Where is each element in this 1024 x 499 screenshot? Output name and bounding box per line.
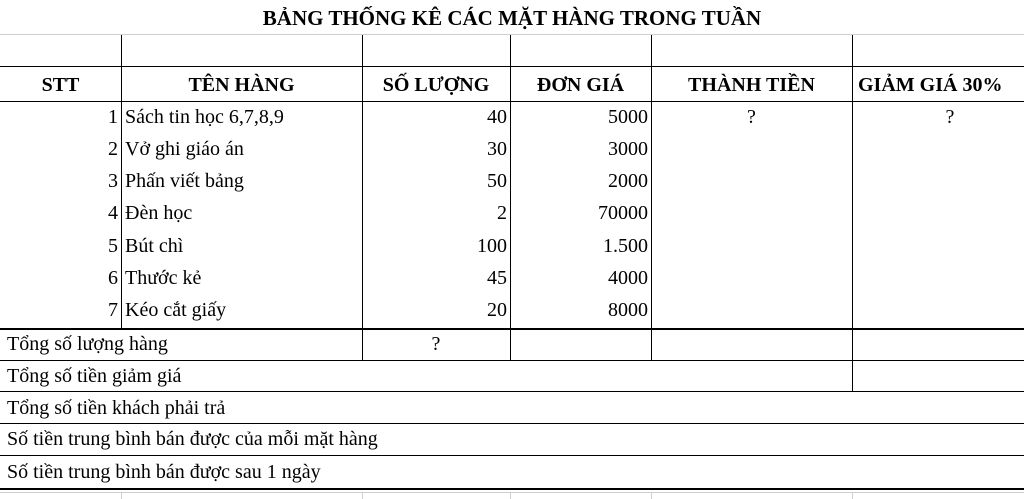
cell-don-gia: 3000 [608,138,648,160]
gridline [852,492,853,499]
gridline [362,492,363,499]
table-row [0,166,1024,197]
gridline [510,492,511,499]
cell-ten-hang: Vở ghi giáo án [125,138,244,160]
cell-so-luong: 20 [487,299,507,321]
summary-tong-so-luong-value: ? [431,333,441,355]
cell-don-gia: 2000 [608,170,648,192]
cell-so-luong: 2 [497,202,507,224]
cell-ten-hang: Đèn học [125,202,193,224]
header-thanh-tien: THÀNH TIỀN [688,74,815,96]
border [0,391,1024,392]
summary-tb-moi-mat-hang-label: Số tiền trung bình bán được của mỗi mặt hàng [7,428,378,450]
gridline [0,492,1024,493]
table-row [0,295,1024,326]
summary-khach-phai-tra-label: Tổng số tiền khách phải trả [7,397,226,419]
table-row [0,263,1024,294]
border [0,455,1024,456]
sheet-title: BẢNG THỐNG KÊ CÁC MẶT HÀNG TRONG TUẦN [262,6,762,30]
cell-don-gia: 1.500 [603,235,648,257]
cell-ten-hang: Thước kẻ [125,267,202,289]
summary-tong-so-luong-label: Tổng số lượng hàng [7,333,168,355]
cell-ten-hang: Kéo cắt giấy [125,299,227,321]
summary-tong-giam-gia-label: Tổng số tiền giảm giá [7,365,182,387]
table-row [0,134,1024,165]
cell-so-luong: 30 [487,138,507,160]
cell-don-gia: 8000 [608,299,648,321]
gridline [651,492,652,499]
gridline [0,34,1024,35]
cell-don-gia: 70000 [598,202,648,224]
cell-don-gia: 5000 [608,106,648,128]
header-ten-hang: TÊN HÀNG [188,74,295,96]
cell-stt: 2 [108,138,118,160]
cell-stt: 3 [108,170,118,192]
header-giam-gia: GIẢM GIÁ 30% [858,74,1003,96]
cell-so-luong: 100 [477,235,507,257]
cell-ten-hang: Sách tin học 6,7,8,9 [125,106,284,128]
cell-giam-gia: ? [945,106,955,128]
cell-so-luong: 40 [487,106,507,128]
gridline [121,492,122,499]
cell-don-gia: 4000 [608,267,648,289]
header-so-luong: SỐ LƯỢNG [382,74,490,96]
header-stt: STT [41,74,80,96]
cell-ten-hang: Phấn viết bảng [125,170,244,192]
table-row [0,231,1024,262]
header-don-gia: ĐƠN GIÁ [536,74,625,96]
border [0,488,1024,490]
table-row [0,102,1024,133]
cell-ten-hang: Bút chì [125,235,184,257]
cell-stt: 5 [108,235,118,257]
cell-so-luong: 45 [487,267,507,289]
cell-so-luong: 50 [487,170,507,192]
table-row [0,198,1024,229]
cell-stt: 1 [108,106,118,128]
cell-stt: 6 [108,267,118,289]
cell-stt: 4 [108,202,118,224]
cell-thanh-tien: ? [747,106,756,128]
summary-tb-sau-1-ngay-label: Số tiền trung bình bán được sau 1 ngày [7,461,321,483]
cell-stt: 7 [108,299,118,321]
